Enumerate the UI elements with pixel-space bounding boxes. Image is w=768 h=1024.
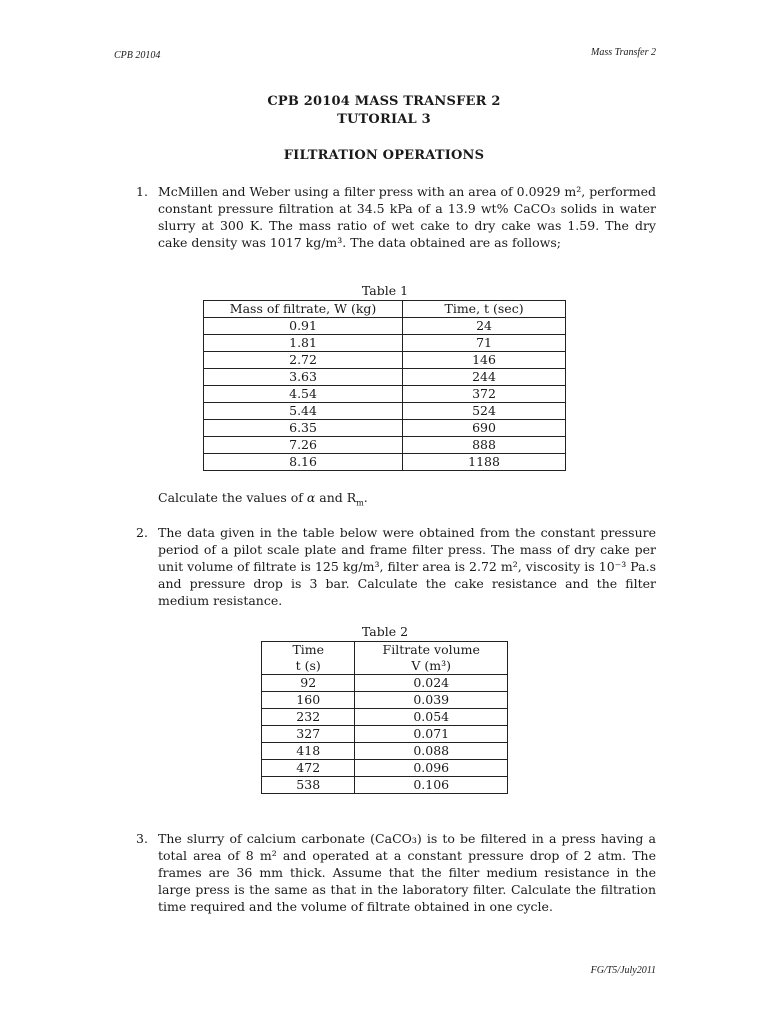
section-title: FILTRATION OPERATIONS [283,148,485,163]
table-1-row-cell: 8.16 [204,454,403,471]
rm-symbol: R [346,490,357,505]
table-2-row-cell: 0.088 [355,743,508,760]
table-1-row-cell: 24 [403,318,566,335]
table-2-row [262,726,508,743]
table-1-row-cell: 524 [403,403,566,420]
table-1-row [204,420,566,437]
table-1-row-cell: 372 [403,386,566,403]
table-2-row [262,675,508,692]
question-3-text: The slurry of calcium carbonate (CaCO₃) is to be filtered in a press having a total area of 8 m² and operated at a constant pressure drop of 2 atm. The frames are 36 mm thick. Assume that the filter medium resistance in the large press is the same as that in the laboratory filter. Calculate the filtration time required and the volume of filtrate obtained in one cycle. [158,831,656,914]
table-1-header-mass: Mass of filtrate, W (kg) [204,301,403,318]
table-1-row-cell: 6.35 [204,420,403,437]
table-1-caption: Table 1 [361,283,409,298]
table-1-row [204,352,566,369]
table-2-row-cell: 0.054 [355,709,508,726]
table-1-row [204,318,566,335]
table-2-row-cell: 0.071 [355,726,508,743]
document-title: CPB 20104 MASS TRANSFER 2 [267,94,501,109]
table-2-row [262,743,508,760]
rm-subscript: m [356,498,364,508]
table-2-row-cell: 538 [262,777,355,794]
table-1-row-cell: 1.81 [204,335,403,352]
table-2-row [262,709,508,726]
tutorial-number: TUTORIAL 3 [337,112,431,127]
table-2-row-cell: 232 [262,709,355,726]
table-1-row-cell: 4.54 [204,386,403,403]
table-2-header-volume [355,642,508,675]
table-1-row-cell: 2.72 [204,352,403,369]
table-1-row [204,403,566,420]
table-1-row-cell: 5.44 [204,403,403,420]
calc-period: . [363,490,368,505]
table-1-row [204,386,566,403]
table-2-header-volume-line2: V (m³) [411,658,452,673]
table-2-row [262,760,508,777]
table-2-row-cell: 0.024 [355,675,508,692]
question-2-text: The data given in the table below were obtained from the constant pressure period of a pilot scale plate and frame filter press. The mass of dry cake per unit volume of filtrate is 125 kg/m³, filter area is 2.72 m², viscosity is 10⁻³ Pa.s and pressure drop is 3 bar. Calculate the cake resistance and the filter medium resistance. [158,525,656,608]
question-1-number: 1. [136,184,148,199]
table-1-row-cell: 0.91 [204,318,403,335]
question-1-text: McMillen and Weber using a filter press with an area of 0.0929 m², performed constant pressure filtration at 34.5 kPa of a 13.9 wt% CaCO₃ solids in water slurry at 300 K. The mass ratio of wet cake to dry cake was 1.59. The dry cake density was 1017 kg/m³. The data obtained are as follows; [158,184,656,250]
table-1-header-row [204,301,566,318]
table-2-row-cell: 0.096 [355,760,508,777]
table-2-caption: Table 2 [361,624,409,639]
question-1 [136,183,656,251]
table-1-row-cell: 7.26 [204,437,403,454]
table-1-row-cell: 1188 [403,454,566,471]
table-1-row [204,454,566,471]
table-2-row [262,777,508,794]
footer-reference: FG/T5/July2011 [590,965,656,976]
table-1-row-cell: 71 [403,335,566,352]
table-2 [261,641,508,794]
table-1-row-cell: 146 [403,352,566,369]
table-2-header-time-line1: Time [292,642,325,657]
table-2-header-volume-line1: Filtrate volume [382,642,480,657]
table-2-header-time [262,642,355,675]
table-2-header-row [262,642,508,675]
calc-and: and [319,490,343,505]
question-1-instruction [158,490,368,508]
alpha-symbol: α [306,490,316,505]
table-2-row-cell: 0.106 [355,777,508,794]
table-2-row-cell: 327 [262,726,355,743]
table-1-row-cell: 244 [403,369,566,386]
table-1-row-cell: 888 [403,437,566,454]
question-2-number: 2. [136,525,148,540]
header-course-code: CPB 20104 [114,50,161,61]
table-1-row-cell: 3.63 [204,369,403,386]
table-2-header-time-line2: t (s) [295,658,321,673]
table-1 [203,300,566,471]
table-1-row [204,369,566,386]
question-2 [136,524,656,609]
table-1-row [204,335,566,352]
calc-prefix: Calculate the values of [158,490,303,505]
question-3-number: 3. [136,831,148,846]
table-2-row-cell: 160 [262,692,355,709]
table-2-row-cell: 92 [262,675,355,692]
table-1-row-cell: 690 [403,420,566,437]
table-1-header-time: Time, t (sec) [403,301,566,318]
table-2-row-cell: 0.039 [355,692,508,709]
question-3 [136,830,656,915]
table-2-row [262,692,508,709]
table-1-row [204,437,566,454]
table-2-row-cell: 472 [262,760,355,777]
table-2-row-cell: 418 [262,743,355,760]
header-course-name: Mass Transfer 2 [590,47,656,58]
